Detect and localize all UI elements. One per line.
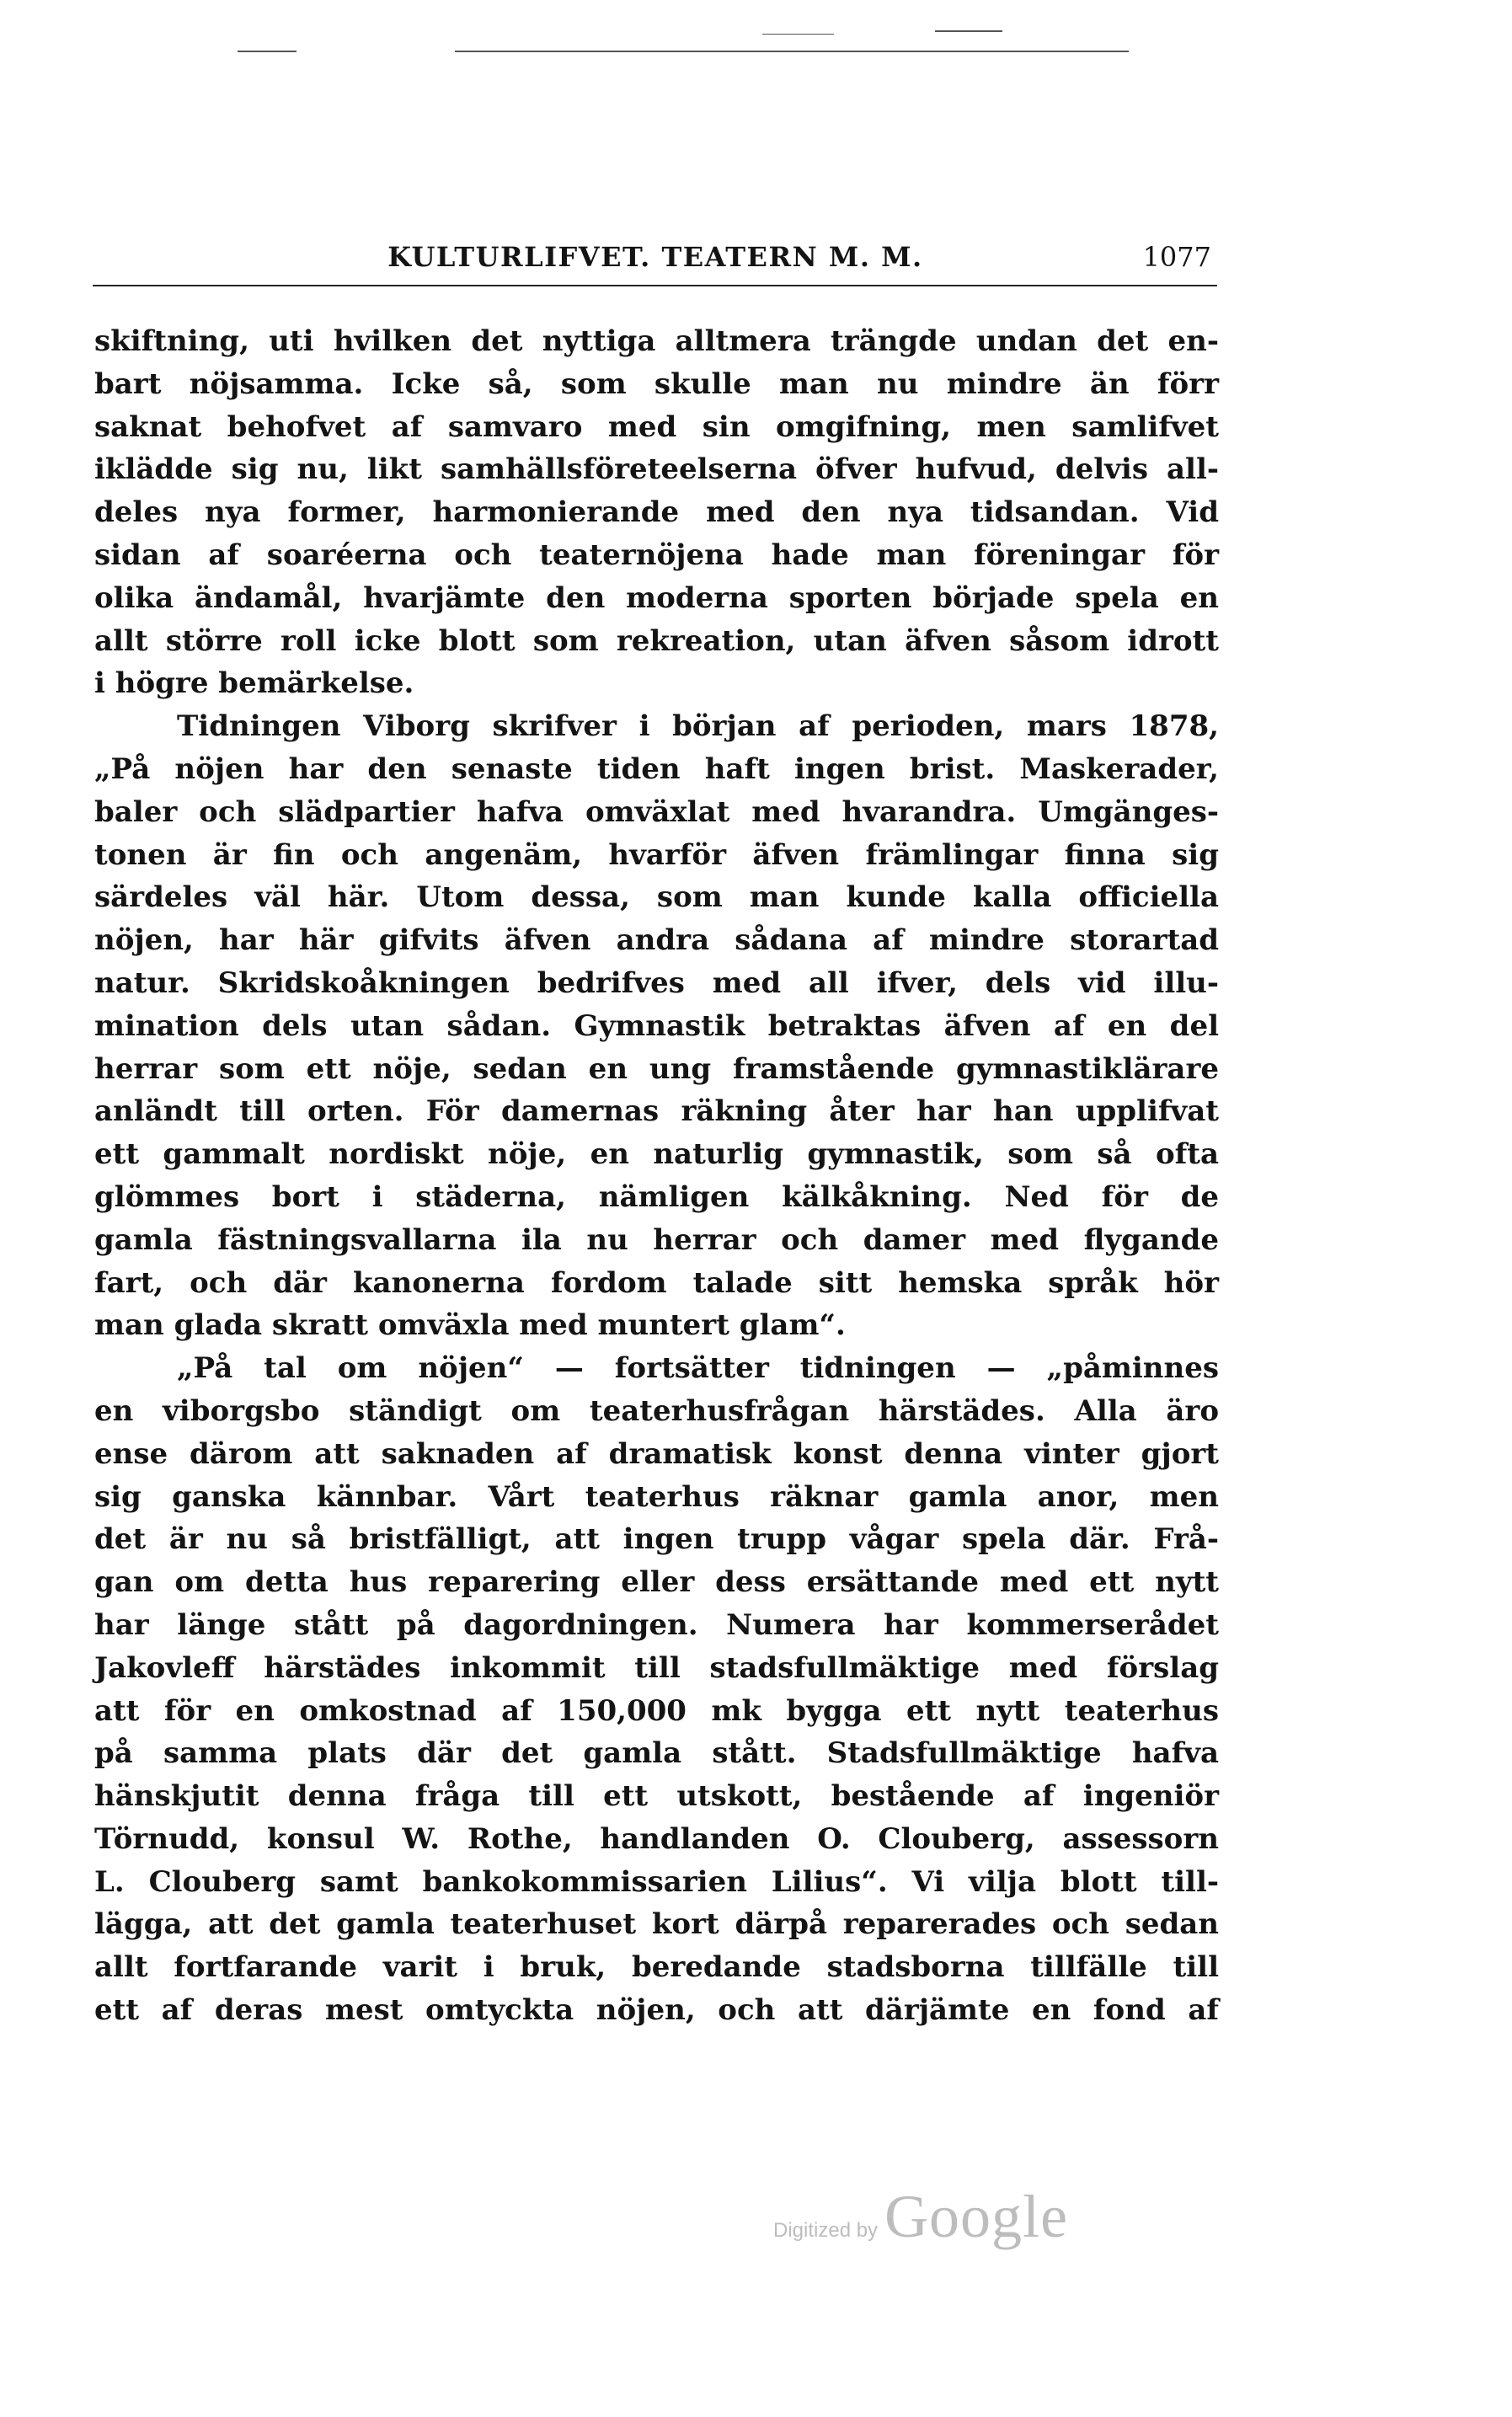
- text-line: gamla fästningsvallarna ila nu herrar och damer med flygande: [94, 1222, 1219, 1257]
- text-line: fart, och där kanonerna fordom talade sitt hemska språk hör: [94, 1265, 1219, 1300]
- page-header: [99, 241, 1211, 291]
- text-line: natur. Skridskoåkningen bedrifves med all ifver, dels vid illu-: [94, 965, 1219, 1000]
- text-line: mination dels utan sådan. Gymnastik betraktas äfven af en del: [94, 1008, 1219, 1043]
- watermark-prefix: Digitized by: [773, 2219, 879, 2242]
- text-line: allt större roll icke blott som rekreation, utan äfven såsom idrott: [94, 623, 1219, 658]
- text-line: Tidningen Viborg skrifver i början af perioden, mars 1878,: [177, 709, 1219, 744]
- page-number: 1077: [1142, 241, 1211, 273]
- header-rule: [93, 285, 1217, 286]
- text-line: hänskjutit denna fråga till ett utskott, bestående af ingeniör: [94, 1779, 1219, 1814]
- text-line: „På nöjen har den senaste tiden haft ingen brist. Maskerader,: [94, 751, 1219, 786]
- text-line: det är nu så bristfälligt, att ingen trupp vågar spela där. Frå-: [94, 1522, 1219, 1557]
- running-head: KULTURLIFVET. TEATERN M. M.: [387, 241, 923, 273]
- text-line: i högre bemärkelse.: [94, 666, 414, 701]
- text-line: tonen är fin och angenäm, hvarför äfven främlingar finna sig: [94, 837, 1219, 872]
- text-line: man glada skratt omväxla med muntert glam“.: [94, 1308, 846, 1343]
- text-line: allt fortfarande varit i bruk, beredande stadsborna tillfälle till: [94, 1950, 1219, 1985]
- text-line: Jakovleff härstädes inkommit till stadsfullmäktige med förslag: [94, 1650, 1219, 1685]
- text-line: baler och slädpartier hafva omväxlat med hvarandra. Umgänges-: [94, 794, 1219, 829]
- text-line: på samma plats där det gamla stått. Stadsfullmäktige hafva: [94, 1736, 1219, 1771]
- text-line: „På tal om nöjen“ — fortsätter tidningen — „påminnes: [177, 1351, 1219, 1386]
- text-line: ett af deras mest omtyckta nöjen, och att därjämte en fond af: [94, 1993, 1219, 2028]
- text-line: deles nya former, harmonierande med den nya tidsandan. Vid: [94, 495, 1219, 530]
- text-line: saknat behofvet af samvaro med sin omgifning, men samlifvet: [94, 409, 1219, 444]
- text-line: en viborgsbo ständigt om teaterhusfrågan härstädes. Alla äro: [94, 1393, 1219, 1428]
- text-line: har länge stått på dagordningen. Numera har kommerserådet: [94, 1607, 1219, 1642]
- digitized-watermark: [773, 2182, 1068, 2252]
- text-line: nöjen, har här gifvits äfven andra sådana af mindre storartad: [94, 923, 1219, 958]
- text-body: [94, 320, 1219, 2032]
- text-line: glömmes bort i städerna, nämligen kälkåkning. Ned för de: [94, 1179, 1219, 1214]
- text-line: särdeles väl här. Utom dessa, som man kunde kalla officiella: [94, 880, 1219, 915]
- text-line: lägga, att det gamla teaterhuset kort därpå reparerades och sedan: [94, 1907, 1219, 1942]
- text-line: ett gammalt nordiskt nöje, en naturlig gymnastik, som så ofta: [94, 1137, 1219, 1172]
- text-line: olika ändamål, hvarjämte den moderna sporten började spela en: [94, 580, 1219, 615]
- top-rule: [238, 51, 297, 52]
- text-line: sidan af soaréerna och teaternöjena hade man föreningar för: [94, 537, 1219, 572]
- text-line: skiftning, uti hvilken det nyttiga alltmera trängde undan det en-: [94, 324, 1219, 358]
- top-rule: [455, 51, 1129, 52]
- text-line: ense därom att saknaden af dramatisk konst denna vinter gjort: [94, 1436, 1219, 1471]
- text-line: sig ganska kännbar. Vårt teaterhus räknar gamla anor, men: [94, 1479, 1219, 1514]
- text-line: herrar som ett nöje, sedan en ung framstående gymnastiklärare: [94, 1051, 1219, 1086]
- text-line: att för en omkostnad af 150,000 mk bygga ett nytt teaterhus: [94, 1693, 1219, 1728]
- text-line: L. Clouberg samt bankokommissarien Lilius“. Vi vilja blott till-: [94, 1864, 1219, 1899]
- top-rule: [762, 34, 834, 35]
- top-rule: [935, 30, 1002, 32]
- text-line: bart nöjsamma. Icke så, som skulle man nu mindre än förr: [94, 366, 1219, 401]
- google-logo: Google: [884, 2183, 1069, 2250]
- text-line: anländt till orten. För damernas räkning åter har han upplifvat: [94, 1094, 1219, 1129]
- text-line: iklädde sig nu, likt samhällsföreteelserna öfver hufvud, delvis all-: [94, 452, 1219, 487]
- text-line: gan om detta hus reparering eller dess ersättande med ett nytt: [94, 1565, 1219, 1600]
- text-line: Törnudd, konsul W. Rothe, handlanden O. Clouberg, assessorn: [94, 1821, 1219, 1856]
